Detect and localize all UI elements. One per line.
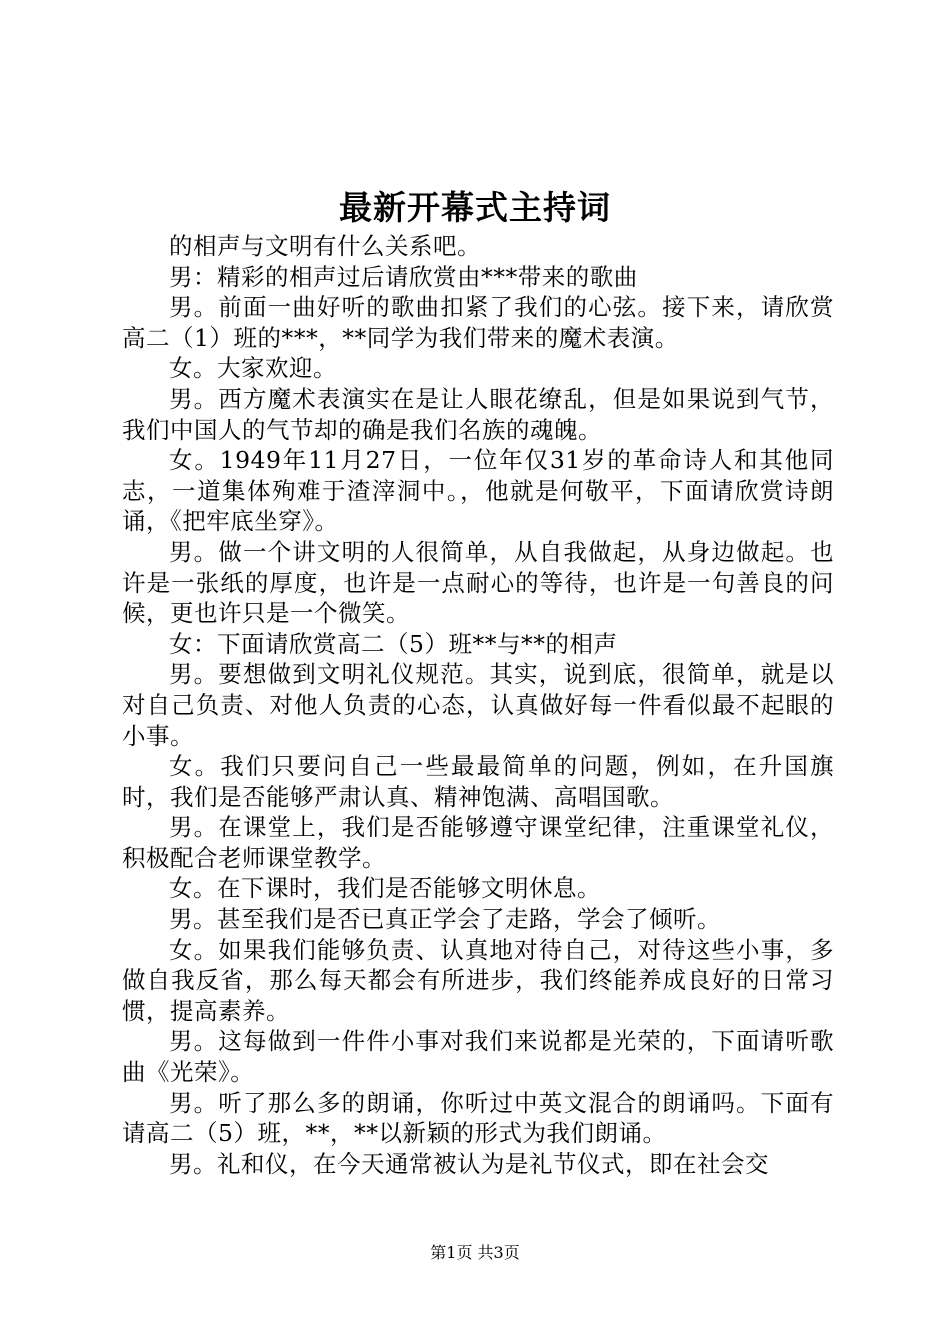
- paragraph: 男。做一个讲文明的人很简单，从自我做起，从身边做起。也许是一张纸的厚度，也许是一点耐心的等待，也许是一句善良的问候，更也许只是一个微笑。: [122, 537, 834, 628]
- paragraph: 女。如果我们能够负责、认真地对待自己，对待这些小事，多做自我反省，那么每天都会有所进步，我们终能养成良好的日常习惯，提高素养。: [122, 935, 834, 1025]
- paragraph: 男。听了那么多的朗诵，你听过中英文混合的朗诵吗。下面有请高二（5）班，**，**以新颖的形式为我们朗诵。: [122, 1088, 834, 1148]
- paragraph: 女：下面请欣赏高二（5）班**与**的相声: [169, 629, 618, 658]
- paragraph: 女。大家欢迎。: [169, 354, 337, 383]
- paragraph: 男：精彩的相声过后请欣赏由***带来的歌曲: [169, 262, 638, 291]
- paragraph: 男。前面一曲好听的歌曲扣紧了我们的心弦。接下来，请欣赏高二（1）班的***，**同学为我们带来的魔术表演。: [122, 293, 834, 352]
- paragraph: 男。要想做到文明礼仪规范。其实，说到底，很简单，就是以对自己负责、对他人负责的心态，认真做好每一件看似最不起眼的小事。: [122, 660, 834, 750]
- page-footer: 第1页 共3页: [430, 1243, 520, 1262]
- paragraph: 男。甚至我们是否已真正学会了走路，学会了倾听。: [169, 905, 721, 934]
- paragraph: 男。这每做到一件件小事对我们来说都是光荣的，下面请听歌曲《光荣》。: [122, 1027, 834, 1087]
- paragraph: 女。在下课时，我们是否能够文明休息。: [169, 874, 601, 903]
- paragraph: 男。西方魔术表演实在是让人眼花缭乱，但是如果说到气节，我们中国人的气节却的确是我们名族的魂魄。: [122, 384, 834, 444]
- paragraph: 男。在课堂上，我们是否能够遵守课堂纪律，注重课堂礼仪，积极配合老师课堂教学。: [122, 813, 834, 872]
- document-body: [122, 231, 834, 1179]
- paragraph: 女。1949年11月27日，一位年仅31岁的革命诗人和其他同志，一道集体殉难于渣滓洞中。，他就是何敬平，下面请欣赏诗朗诵，《把牢底坐穿》。: [122, 446, 834, 536]
- paragraph: 的相声与文明有什么关系吧。: [169, 232, 481, 260]
- document-title: 最新开幕式主持词: [339, 188, 611, 227]
- paragraph: 女。我们只要问自己一些最最简单的问题，例如，在升国旗时，我们是否能够严肃认真、精神饱满、高唱国歌。: [122, 752, 834, 811]
- paragraph: 男。礼和仪，在今天通常被认为是礼节仪式，即在社会交: [169, 1149, 769, 1178]
